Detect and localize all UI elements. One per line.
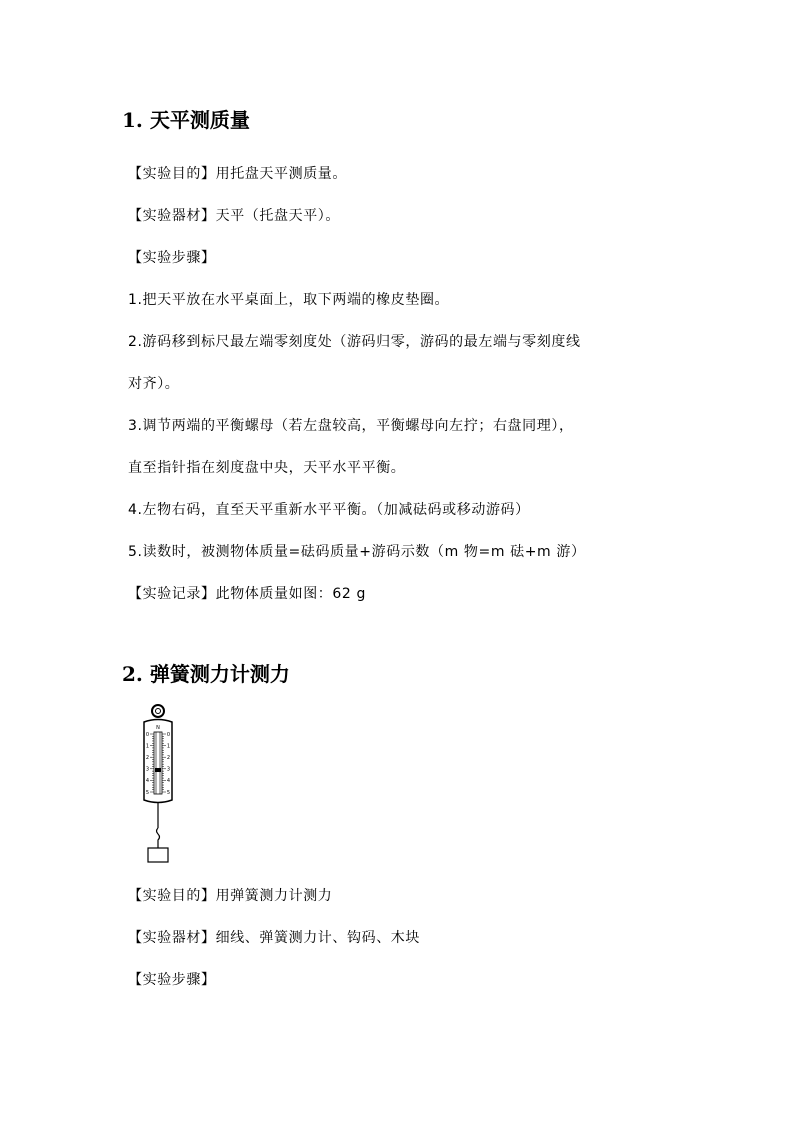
- scale-label-right: 5: [166, 789, 171, 796]
- scale-label-right: 3: [166, 766, 171, 773]
- scale-label-right: 2: [166, 755, 171, 761]
- section1-step-2-cont: 对齐）。: [128, 376, 180, 392]
- scale-label-right: 0: [166, 731, 171, 738]
- section2-heading: 2. 弹簧测力计测力: [122, 662, 290, 686]
- scale-ring: [152, 705, 164, 717]
- scale-label-left: 4: [145, 778, 150, 785]
- section2-equipment: 【实验器材】细线、弹簧测力计、钩码、木块: [128, 930, 420, 946]
- scale-ring-inner: [156, 709, 161, 714]
- section1-heading: 1. 天平测质量: [122, 108, 250, 132]
- section2-steps-label: 【实验步骤】: [128, 972, 216, 988]
- section1-record: 【实验记录】此物体质量如图：62 g: [128, 586, 366, 602]
- scale-label-left: 1: [145, 743, 150, 750]
- section1-step-5: 5.读数时，被测物体质量=砝码质量+游码示数（m 物=m 砝+m 游）: [128, 544, 586, 560]
- scale-label-left: 2: [145, 755, 150, 761]
- scale-unit-label: N: [156, 725, 160, 731]
- section1-equipment: 【实验器材】天平（托盘天平）。: [128, 208, 340, 224]
- scale-label-left: 0: [145, 731, 150, 738]
- scale-hook: [157, 828, 160, 848]
- section1-purpose: 【实验目的】用托盘天平测质量。: [128, 166, 347, 182]
- scale-label-left: 5: [145, 789, 150, 796]
- hanging-block: [148, 848, 168, 862]
- scale-label-left: 3: [145, 766, 150, 773]
- scale-label-right: 4: [166, 778, 171, 785]
- scale-label-right: 1: [166, 743, 171, 750]
- section1-step-4: 4.左物右码，直至天平重新水平平衡。（加减砝码或移动游码）: [128, 502, 530, 518]
- section2-purpose: 【实验目的】用弹簧测力计测力: [128, 888, 333, 904]
- scale-pointer: [155, 768, 161, 772]
- section1-step-3: 3.调节两端的平衡螺母（若左盘较高，平衡螺母向左拧；右盘同理），: [128, 418, 574, 434]
- section1-step-3-cont: 直至指针指在刻度盘中央，天平水平平衡。: [128, 460, 406, 476]
- section1-steps-label: 【实验步骤】: [128, 250, 216, 266]
- spring-scale-figure: [138, 702, 178, 864]
- scale-slot: [154, 732, 162, 794]
- section1-step-2: 2.游码移到标尺最左端零刻度处（游码归零，游码的最左端与零刻度线: [128, 334, 581, 350]
- section1-step-1: 1.把天平放在水平桌面上，取下两端的橡皮垫圈。: [128, 292, 450, 308]
